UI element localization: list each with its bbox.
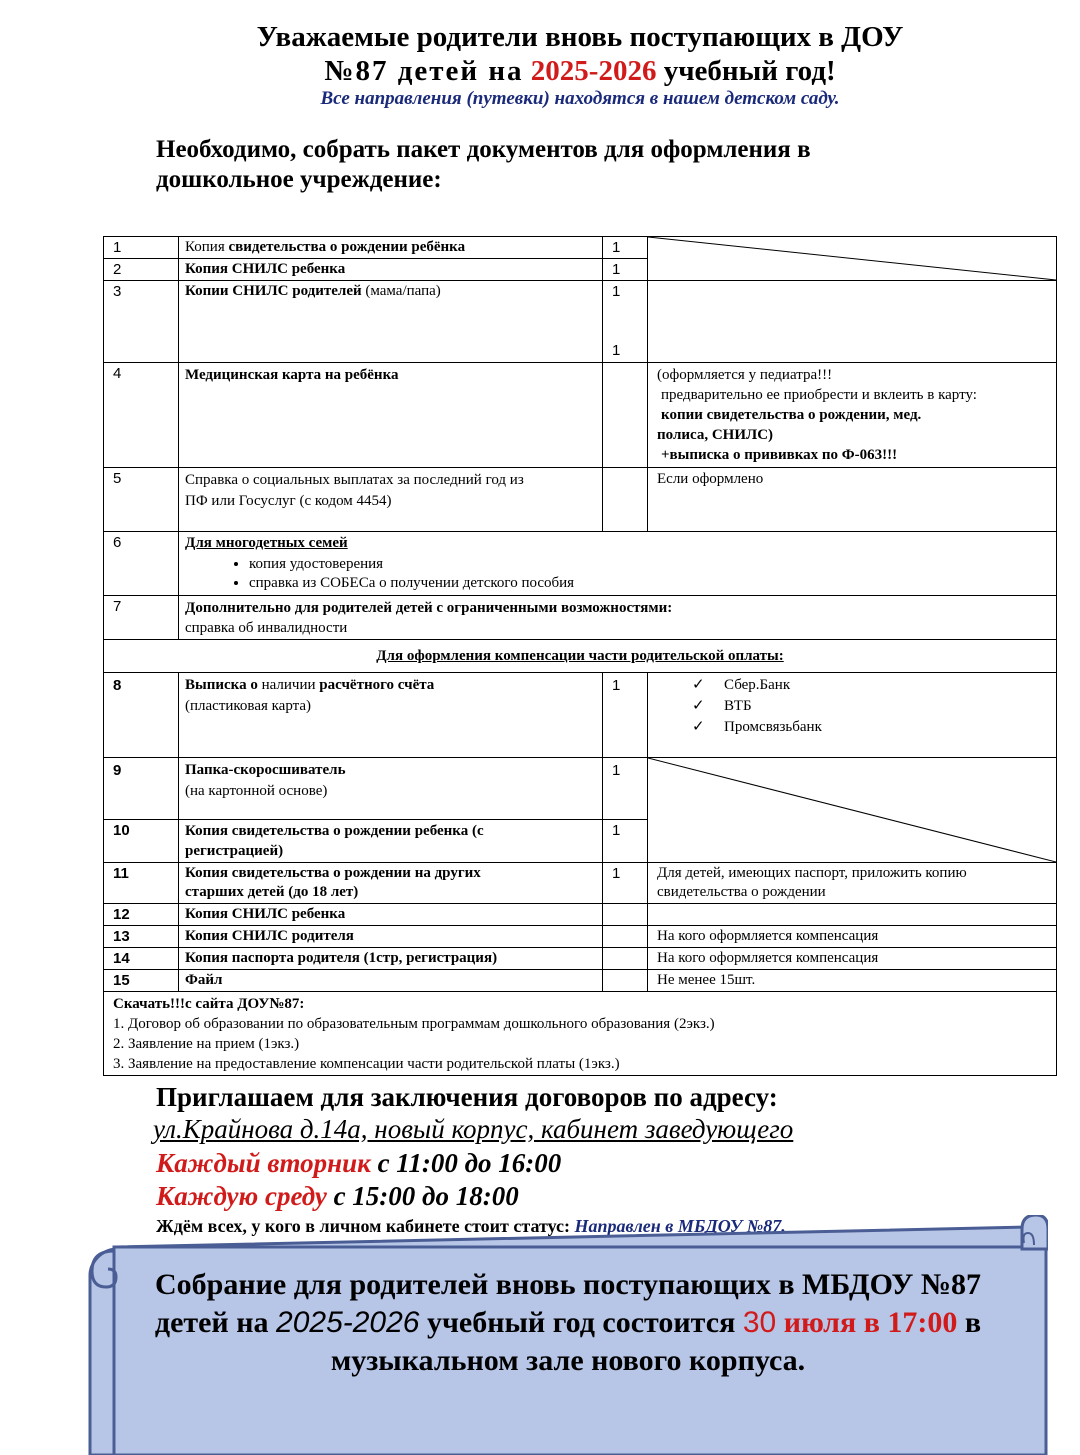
row-note: Не менее 15шт. xyxy=(648,970,1057,992)
header-line-2-a: №87 детей на xyxy=(324,55,524,87)
row-qty: 1 xyxy=(603,863,648,904)
bank-list xyxy=(654,675,1050,738)
table-row xyxy=(104,758,1057,820)
row-document: Копия СНИЛС ребенка xyxy=(179,259,603,281)
doc-line xyxy=(185,675,596,696)
tuesday-label: Каждый вторник xyxy=(156,1148,371,1178)
table-row xyxy=(104,863,1057,904)
row-document xyxy=(179,758,603,820)
doc-line: регистрацией) xyxy=(185,843,284,859)
header-line-2 xyxy=(0,56,1080,86)
row-number: 12 xyxy=(104,904,179,926)
row-document xyxy=(179,468,603,532)
header-subtitle: Все направления (путевки) находятся в нашем детском саду. xyxy=(320,88,840,109)
table-row xyxy=(104,673,1057,758)
documents-table xyxy=(103,236,1057,1076)
row-number: 11 xyxy=(104,863,179,904)
table-row xyxy=(104,281,1057,363)
wednesday-label: Каждую среду xyxy=(156,1181,327,1211)
meeting-prefix: детей на xyxy=(154,1306,277,1339)
check-icon: ✓ xyxy=(692,698,705,714)
note-line: (оформляется у педиатра!!! xyxy=(657,367,833,383)
list-item xyxy=(692,696,1050,717)
qty-1: 1 xyxy=(612,283,621,300)
table-row xyxy=(104,970,1057,992)
meeting-date: июля в 17:00 xyxy=(776,1306,958,1339)
row-document xyxy=(179,820,603,863)
row-note-empty xyxy=(648,758,1057,863)
meeting-line-3: музыкальном зале нового корпуса. xyxy=(330,1344,806,1377)
multichild-list xyxy=(185,555,1050,593)
download-title: Скачать!!!с сайта ДОУ№87: xyxy=(113,996,305,1012)
meeting-announcement xyxy=(118,1266,1018,1380)
row-document xyxy=(179,237,603,259)
bank-name: Промсвязьбанк xyxy=(724,719,822,735)
doc-line: старших детей (до 18 лет) xyxy=(185,884,359,900)
note-line: копии свидетельства о рождении, мед. xyxy=(661,407,922,423)
invite-title: Приглашаем для заключения договоров по адресу: xyxy=(156,1082,778,1112)
download-section xyxy=(104,992,1057,1076)
row-qty: 1 xyxy=(603,673,648,758)
doc-post: (мама/папа) xyxy=(361,283,441,299)
row-note xyxy=(648,904,1057,926)
row-number: 10 xyxy=(104,820,179,863)
row-number: 9 xyxy=(104,758,179,820)
row-note xyxy=(648,673,1057,758)
download-item: 1. Договор об образовании по образовательным программам дошкольного образования (2экз.) xyxy=(113,1016,715,1032)
note-line: свидетельства о рождении xyxy=(657,884,826,900)
diagonal-line xyxy=(648,237,1056,280)
table-row xyxy=(104,926,1057,948)
note-line: +выписка о прививках по Ф-063!!! xyxy=(661,447,898,463)
row-qty: 1 xyxy=(603,259,648,281)
row-qty xyxy=(603,970,648,992)
row-number: 2 xyxy=(104,259,179,281)
doc-line: Копия свидетельства о рождении ребенка (с xyxy=(185,823,484,839)
doc-line: Справка о социальных выплатах за последний год из xyxy=(185,472,524,488)
disability-text: справка об инвалидности xyxy=(185,620,348,636)
row-document: Копия паспорта родителя (1стр, регистрация) xyxy=(179,948,603,970)
meeting-suffix: в xyxy=(957,1306,982,1339)
note-line: предварительно ее приобрести и вклеить в карту: xyxy=(661,387,977,403)
wednesday-time: с 15:00 до 18:00 xyxy=(326,1181,519,1211)
intro-line-1: Необходимо, собрать пакет документов для оформления в xyxy=(156,136,811,163)
doc-bold: свидетельства о рождении ребёнка xyxy=(228,239,466,255)
row-document: Копия СНИЛС родителя xyxy=(179,926,603,948)
meeting-mid: учебный год состоится xyxy=(419,1306,743,1339)
schedule-tuesday xyxy=(156,1148,561,1179)
table-row xyxy=(104,237,1057,259)
intro-line-2: дошкольное учреждение: xyxy=(156,166,442,193)
doc-line: ПФ или Госуслуг (с кодом 4454) xyxy=(185,493,392,509)
table-row xyxy=(104,640,1057,673)
row-note xyxy=(648,863,1057,904)
note-line: полиса, СНИЛС) xyxy=(657,427,774,443)
list-item: • справка из СОБЕСа о получении детского пособия xyxy=(249,574,1050,593)
row-qty xyxy=(603,281,648,363)
meeting-day: 30 xyxy=(742,1306,777,1339)
row-qty: 1 xyxy=(603,237,648,259)
row-qty xyxy=(603,926,648,948)
header-line-1: Уважаемые родители вновь поступающих в ДОУ xyxy=(256,21,904,53)
download-item: 3. Заявление на предоставление компенсации части родительской платы (1экз.) xyxy=(113,1056,620,1072)
bank-name: Сбер.Банк xyxy=(724,677,791,693)
table-row xyxy=(104,468,1057,532)
status-value: Направлен в МБДОУ №87. xyxy=(574,1216,786,1236)
row-qty xyxy=(603,468,648,532)
row-note: На кого оформляется компенсация xyxy=(648,948,1057,970)
doc-line: Папка-скоросшиватель xyxy=(185,762,346,778)
row-number: 5 xyxy=(104,468,179,532)
table-row xyxy=(104,992,1057,1076)
table-row xyxy=(104,904,1057,926)
status-prefix: Ждём всех, у кого в личном кабинете стоит статус: xyxy=(156,1216,575,1236)
row-document xyxy=(179,281,603,363)
row-document: Файл xyxy=(179,970,603,992)
row-number: 3 xyxy=(104,281,179,363)
table-row xyxy=(104,532,1057,596)
row-number: 4 xyxy=(104,363,179,468)
table-row xyxy=(104,596,1057,640)
table-row xyxy=(104,363,1057,468)
doc-line: Копия свидетельства о рождении на других xyxy=(185,865,481,881)
row-qty xyxy=(603,363,648,468)
disability-title: Дополнительно для родителей детей с ограниченными возможностями: xyxy=(185,600,673,616)
doc-bold: Копии СНИЛС родителей xyxy=(185,283,362,299)
row-number: 1 xyxy=(104,237,179,259)
header-line-2-b: учебный год! xyxy=(663,55,836,87)
row-qty xyxy=(603,904,648,926)
row-document xyxy=(179,673,603,758)
row-number: 7 xyxy=(104,596,179,640)
row-qty: 1 xyxy=(603,820,648,863)
row-note: На кого оформляется компенсация xyxy=(648,926,1057,948)
row-note: Если оформлено xyxy=(648,468,1057,532)
bank-name: ВТБ xyxy=(724,698,752,714)
row-number: 14 xyxy=(104,948,179,970)
table-row xyxy=(104,948,1057,970)
row-number: 8 xyxy=(104,673,179,758)
schedule-wednesday xyxy=(156,1181,519,1212)
invite-address: ул.Крайнова д.14а, новый корпус, кабинет заведующего xyxy=(153,1114,794,1144)
compensation-section-title: Для оформления компенсации части родительской оплаты: xyxy=(104,640,1057,673)
tuesday-time: с 11:00 до 16:00 xyxy=(370,1148,562,1178)
row-qty xyxy=(603,948,648,970)
meeting-line-1: Собрание для родителей вновь поступающих в МБДОУ №87 xyxy=(155,1268,981,1301)
doc-mid: наличии xyxy=(257,677,320,693)
doc-bold: расчётного счёта xyxy=(319,677,435,693)
download-item: 2. Заявление на прием (1экз.) xyxy=(113,1036,300,1052)
row-number: 15 xyxy=(104,970,179,992)
doc-line: (на картонной основе) xyxy=(185,783,328,799)
diagonal-line xyxy=(648,758,1056,862)
check-icon: ✓ xyxy=(692,719,705,735)
meeting-years: 2025-2026 xyxy=(276,1306,420,1339)
list-item xyxy=(692,675,1050,696)
row-note-empty xyxy=(648,237,1057,281)
note-line: Для детей, имеющих паспорт, приложить копию xyxy=(657,865,967,881)
row-number: 13 xyxy=(104,926,179,948)
doc-pre: Копия xyxy=(185,239,229,255)
row-number: 6 xyxy=(104,532,179,596)
row-document: Копия СНИЛС ребенка xyxy=(179,904,603,926)
row-document xyxy=(179,863,603,904)
meeting-line-2 xyxy=(118,1304,1018,1342)
check-icon: ✓ xyxy=(692,677,705,693)
qty-2: 1 xyxy=(612,342,621,359)
header-years: 2025-2026 xyxy=(530,55,657,87)
row-document xyxy=(179,532,1057,596)
row-note-empty xyxy=(648,281,1057,363)
row-document: Медицинская карта на ребёнка xyxy=(179,363,603,468)
doc-bold: Выписка о xyxy=(185,677,258,693)
doc-line: (пластиковая карта) xyxy=(185,698,312,714)
row-note xyxy=(648,363,1057,468)
multichild-title: Для многодетных семей xyxy=(185,535,348,551)
list-item: • копия удостоверения xyxy=(249,555,1050,574)
list-item xyxy=(692,717,1050,738)
row-document xyxy=(179,596,1057,640)
row-qty: 1 xyxy=(603,758,648,820)
